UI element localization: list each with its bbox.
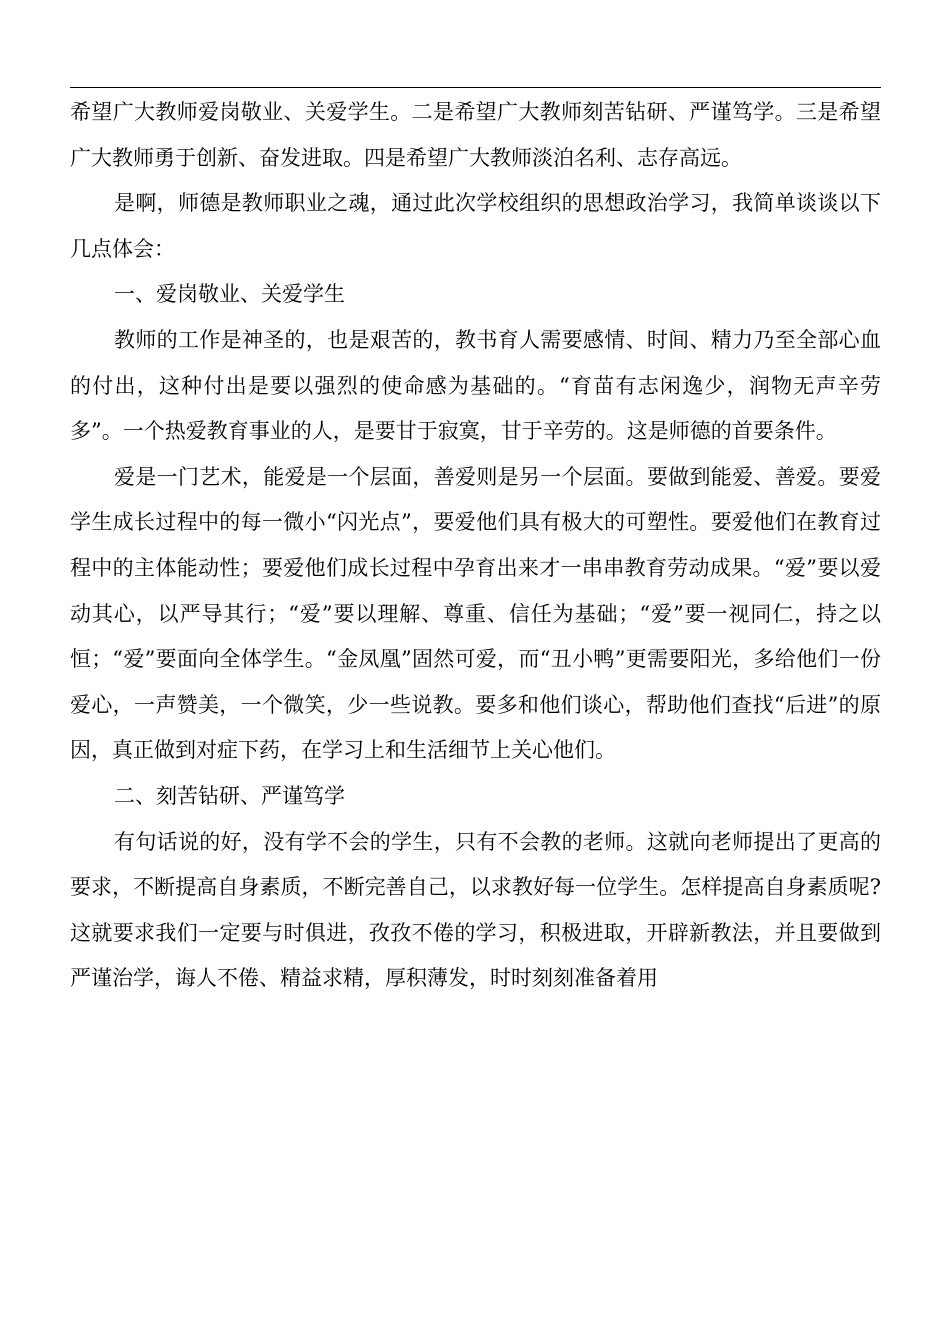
paragraph: 是啊，师德是教师职业之魂，通过此次学校组织的思想政治学习，我简单谈谈以下几点体会： — [70, 191, 881, 261]
paragraph: 有句话说的好，没有学不会的学生，只有不会教的老师。这就向老师提出了更高的要求，不断提高自身素质，不断完善自己，以求教好每一位学生。怎样提高自身素质呢?这就要求我们一定要与时俱进，孜孜不倦的学习，积极进取，开辟新教法，并且要做到严谨治学，诲人不倦、精益求精，厚积薄发，时时刻刻准备着用 — [70, 829, 881, 991]
section-heading-1: 一、爱岗敬业、关爱学生 — [114, 282, 345, 307]
header-rule — [70, 87, 881, 88]
paragraph: 教师的工作是神圣的，也是艰苦的，教书育人需要感情、时间、精力乃至全部心血的付出，这种付出是要以强烈的使命感为基础的。“育苗有志闲逸少，润物无声辛劳多”。一个热爱教育事业的人，是要甘于寂寞，甘于辛劳的。这是师德的首要条件。 — [70, 327, 881, 444]
paragraph: 爱是一门艺术，能爱是一个层面，善爱则是另一个层面。要做到能爱、善爱。要爱学生成长过程中的每一微小“闪光点”，要爱他们具有极大的可塑性。要爱他们在教育过程中的主体能动性；要爱他们成长过程中孕育出来才一串串教育劳动成果。“爱”要以爱动其心，以严导其行；“爱”要以理解、尊重、信任为基础；“爱”要一视同仁，持之以恒；“爱”要面向全体学生。“金凤凰”固然可爱，而“丑小鸭”更需要阳光，多给他们一份爱心，一声赞美，一个微笑，少一些说教。要多和他们谈心，帮助他们查找“后进”的原因，真正做到对症下药，在学习上和生活细节上关心他们。 — [70, 464, 881, 763]
paragraph-continued: 希望广大教师爱岗敬业、关爱学生。二是希望广大教师刻苦钻研、严谨笃学。三是希望广大教师勇于创新、奋发进取。四是希望广大教师淡泊名利、志存高远。 — [70, 100, 881, 170]
document-body — [70, 90, 881, 1002]
section-heading-2: 二、刻苦钻研、严谨笃学 — [114, 783, 345, 808]
